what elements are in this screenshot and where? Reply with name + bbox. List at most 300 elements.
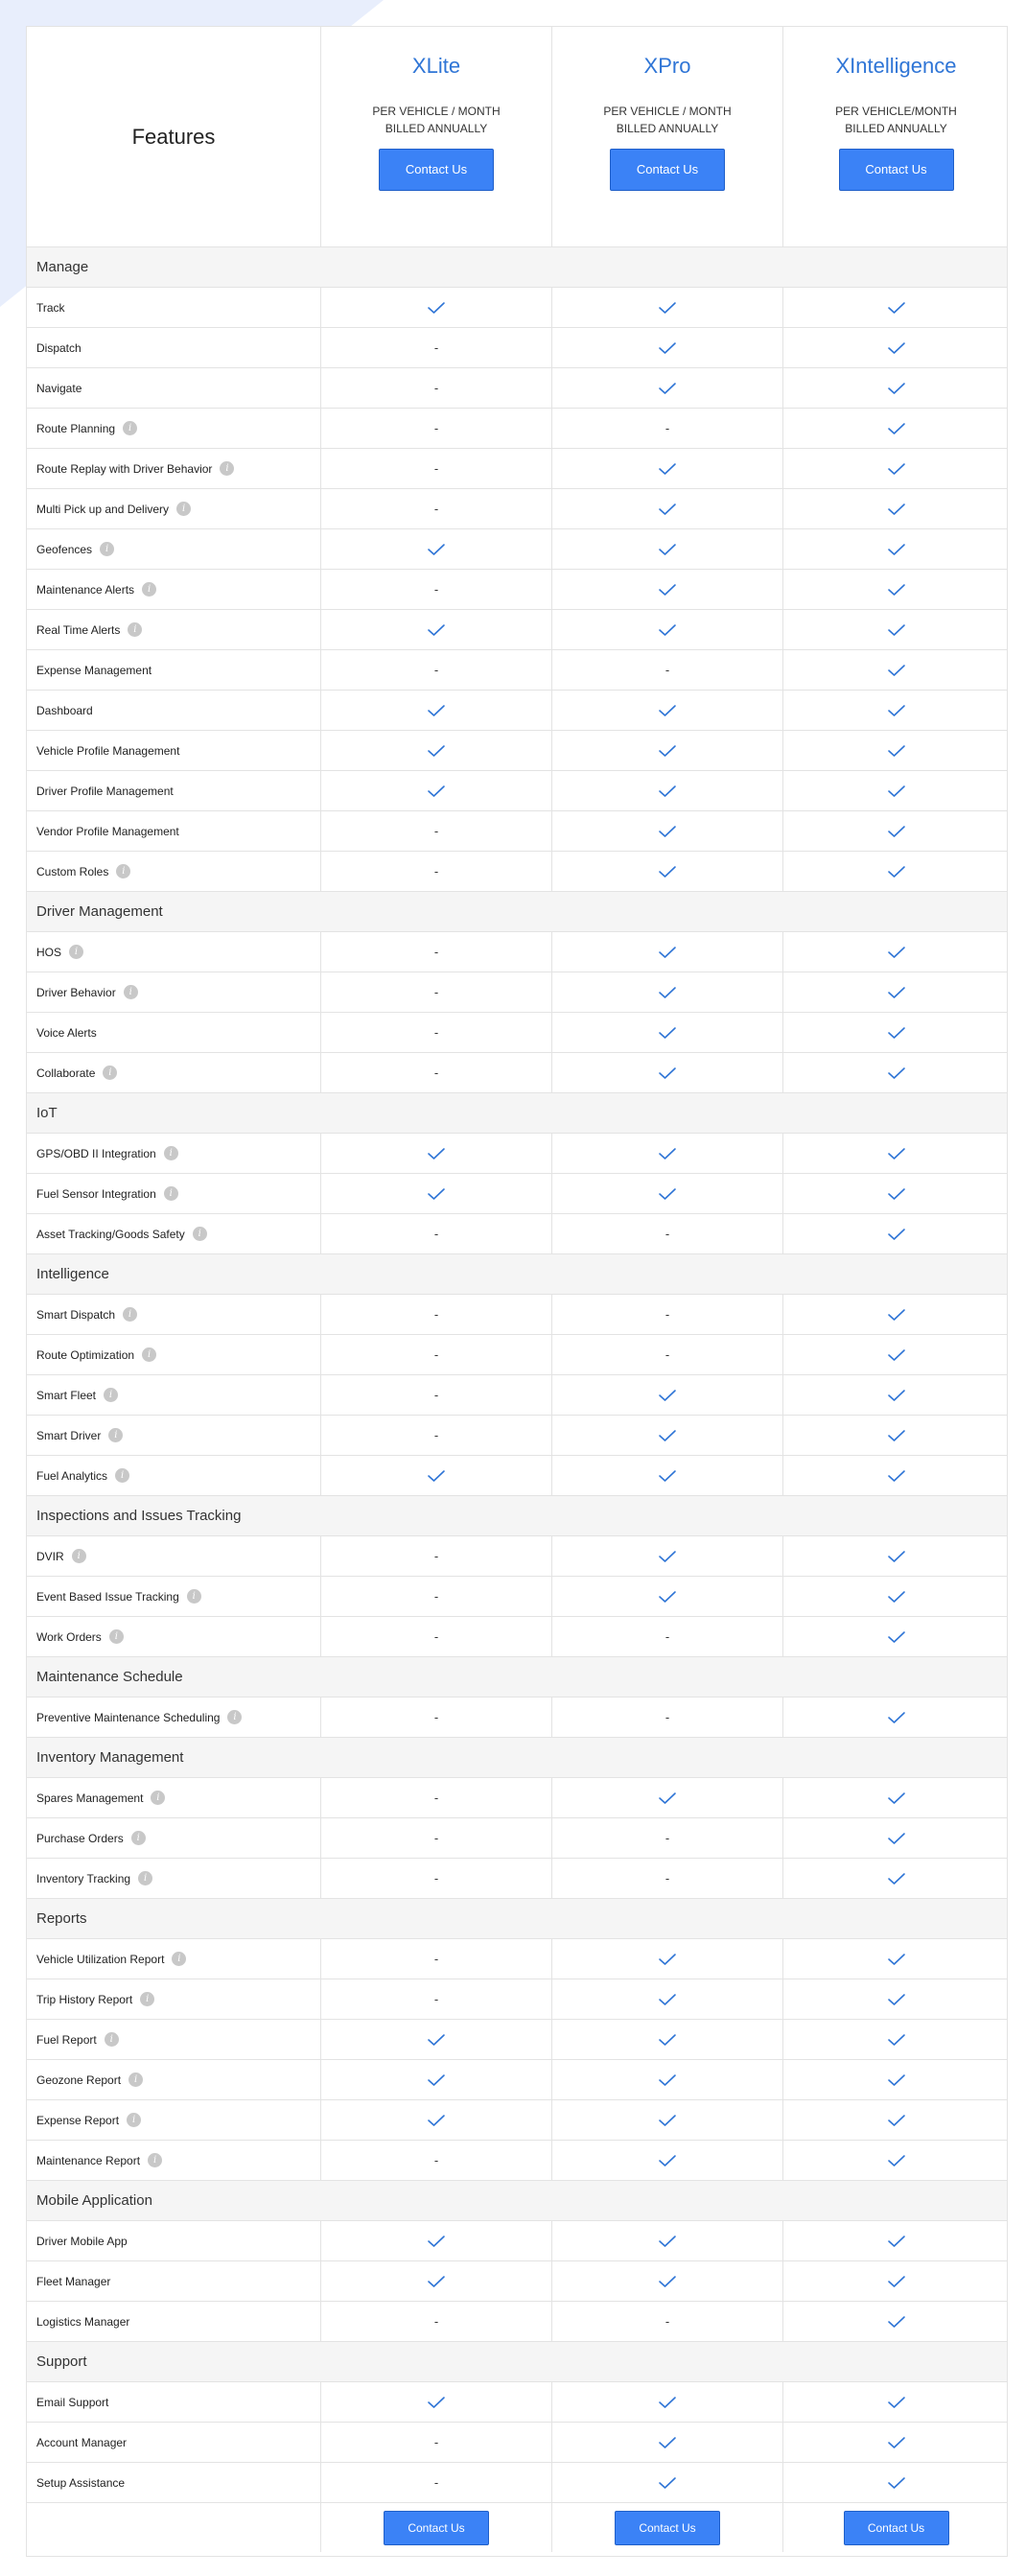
feature-name-cell (27, 1536, 321, 1576)
info-icon[interactable]: i (151, 1791, 165, 1805)
plan-value-cell (552, 1778, 783, 1817)
info-icon[interactable]: i (142, 1347, 156, 1362)
check-icon (427, 2235, 446, 2248)
feature-row (27, 1335, 1007, 1375)
feature-row (27, 2020, 1007, 2060)
plan-value-cell (321, 650, 552, 690)
check-icon (887, 1993, 906, 2006)
dash-icon: - (433, 461, 439, 476)
dash-icon: - (433, 381, 439, 395)
plan-value-cell (783, 1456, 1009, 1495)
plan-value-cell (783, 610, 1009, 649)
feature-row (27, 650, 1007, 691)
plan-xlite (321, 27, 552, 246)
plan-value-cell (321, 1053, 552, 1092)
feature-label: Purchase Orders (36, 1831, 124, 1845)
section-header: Maintenance Schedule (27, 1657, 1007, 1698)
dash-icon: - (665, 421, 670, 435)
plan-value-cell (552, 1818, 783, 1858)
plan-value-cell (552, 972, 783, 1012)
plan-value-cell (321, 1536, 552, 1576)
check-icon (658, 2396, 677, 2409)
plan-value-cell (321, 328, 552, 367)
feature-sections (27, 247, 1007, 2503)
info-icon[interactable]: i (108, 1428, 123, 1442)
info-icon[interactable]: i (128, 622, 142, 637)
feature-row (27, 852, 1007, 892)
check-icon (887, 2436, 906, 2449)
check-icon (887, 1187, 906, 1201)
feature-name-cell (27, 1335, 321, 1374)
check-icon (887, 503, 906, 516)
dash-icon: - (433, 2435, 439, 2449)
feature-row (27, 972, 1007, 1013)
contact-us-button[interactable]: Contact Us (610, 149, 725, 191)
plan-name: XLite (411, 54, 461, 78)
plan-value-cell (552, 2020, 783, 2059)
plan-value-cell (552, 368, 783, 408)
plan-value-cell (783, 2423, 1009, 2462)
feature-label: Smart Driver (36, 1428, 102, 1442)
feature-row (27, 2060, 1007, 2100)
info-icon[interactable]: i (103, 1066, 117, 1080)
info-icon[interactable]: i (104, 1388, 118, 1402)
check-icon (887, 2114, 906, 2127)
check-icon (658, 2114, 677, 2127)
check-icon (427, 744, 446, 758)
feature-label: Email Support (36, 2395, 109, 2409)
plan-value-cell (552, 2463, 783, 2502)
feature-name-cell (27, 2020, 321, 2059)
check-icon (658, 1550, 677, 1563)
feature-name-cell (27, 489, 321, 528)
check-icon (887, 2315, 906, 2329)
check-icon (427, 2114, 446, 2127)
check-icon (887, 2073, 906, 2087)
feature-row (27, 2382, 1007, 2423)
plan-value-cell (783, 1979, 1009, 2019)
info-icon[interactable]: i (123, 1307, 137, 1322)
plan-value-cell (321, 1859, 552, 1898)
feature-label: Fuel Report (36, 2032, 97, 2047)
feature-label: Vehicle Profile Management (36, 743, 180, 758)
dash-icon: - (665, 1347, 670, 1362)
plan-value-cell (783, 409, 1009, 448)
check-icon (658, 946, 677, 959)
plan-value-cell (552, 2423, 783, 2462)
info-icon[interactable]: i (127, 2113, 141, 2127)
feature-row (27, 1617, 1007, 1657)
plan-price-line2: BILLED ANNUALLY (845, 122, 947, 135)
dash-icon: - (433, 1952, 439, 1966)
dash-icon: - (433, 1307, 439, 1322)
dash-icon: - (433, 1227, 439, 1241)
feature-label: Route Optimization (36, 1347, 135, 1362)
feature-label: Geofences (36, 542, 93, 556)
plan-value-cell (552, 1698, 783, 1737)
feature-name-cell (27, 1778, 321, 1817)
check-icon (887, 583, 906, 597)
feature-name-cell (27, 1979, 321, 2019)
plan-value-cell (783, 691, 1009, 730)
check-icon (427, 301, 446, 315)
feature-row (27, 2302, 1007, 2342)
info-icon[interactable]: i (193, 1227, 207, 1241)
check-icon (658, 1953, 677, 1966)
feature-name-cell (27, 328, 321, 367)
feature-label: Real Time Alerts (36, 622, 121, 637)
plan-value-cell (552, 2141, 783, 2180)
plan-value-cell (783, 2302, 1009, 2341)
feature-name-cell (27, 1698, 321, 1737)
feature-label: Vendor Profile Management (36, 824, 179, 838)
plan-value-cell (783, 1214, 1009, 1253)
contact-us-button[interactable]: Contact Us (844, 2511, 949, 2545)
info-icon[interactable]: i (164, 1186, 178, 1201)
pricing-header (27, 27, 1007, 247)
info-icon[interactable]: i (123, 421, 137, 435)
check-icon (658, 986, 677, 999)
plan-value-cell (552, 409, 783, 448)
check-icon (658, 1026, 677, 1040)
section-header: Manage (27, 247, 1007, 288)
plan-value-cell (321, 1013, 552, 1052)
feature-row (27, 932, 1007, 972)
check-icon (887, 1469, 906, 1483)
check-icon (887, 462, 906, 476)
check-icon (658, 1791, 677, 1805)
plan-value-cell (321, 489, 552, 528)
plan-value-cell (321, 1174, 552, 1213)
feature-row (27, 1778, 1007, 1818)
section-header: Reports (27, 1899, 1007, 1939)
feature-label: Inventory Tracking (36, 1871, 131, 1885)
info-icon[interactable]: i (227, 1710, 242, 1724)
check-icon (887, 986, 906, 999)
check-icon (887, 1026, 906, 1040)
plan-value-cell (321, 1577, 552, 1616)
check-icon (887, 664, 906, 677)
info-icon[interactable]: i (115, 1468, 129, 1483)
feature-name-cell (27, 409, 321, 448)
info-icon[interactable]: i (140, 1992, 154, 2006)
info-icon[interactable]: i (109, 1629, 124, 1644)
plan-value-cell (783, 1295, 1009, 1334)
plan-value-cell (783, 1174, 1009, 1213)
feature-name-cell (27, 1416, 321, 1455)
plan-value-cell (783, 852, 1009, 891)
feature-label: DVIR (36, 1549, 64, 1563)
plan-value-cell (783, 771, 1009, 810)
feature-row (27, 2423, 1007, 2463)
check-icon (887, 2476, 906, 2490)
plan-value-cell (552, 1979, 783, 2019)
feature-label: Maintenance Report (36, 2153, 141, 2167)
dash-icon: - (433, 1791, 439, 1805)
feature-name-cell (27, 811, 321, 851)
feature-label: Geozone Report (36, 2073, 122, 2087)
check-icon (887, 2396, 906, 2409)
feature-row (27, 1577, 1007, 1617)
feature-name-cell (27, 771, 321, 810)
features-heading: Features (27, 27, 321, 246)
feature-label: Trip History Report (36, 1992, 133, 2006)
info-icon[interactable]: i (164, 1146, 178, 1160)
plan-value-cell (783, 1335, 1009, 1374)
plan-value-cell (783, 2141, 1009, 2180)
plan-value-cell (783, 1416, 1009, 1455)
plan-value-cell (552, 489, 783, 528)
check-icon (658, 825, 677, 838)
feature-label: Driver Behavior (36, 985, 116, 999)
plan-value-cell (321, 691, 552, 730)
plan-value-cell (552, 691, 783, 730)
info-icon[interactable]: i (220, 461, 234, 476)
feature-label: Spares Management (36, 1791, 144, 1805)
feature-row (27, 570, 1007, 610)
plan-value-cell (321, 2382, 552, 2422)
plan-value-cell (552, 449, 783, 488)
plan-value-cell (783, 489, 1009, 528)
info-icon[interactable]: i (138, 1871, 152, 1885)
feature-label: Vehicle Utilization Report (36, 1952, 165, 1966)
info-icon[interactable]: i (148, 2153, 162, 2167)
check-icon (427, 2073, 446, 2087)
check-icon (658, 1389, 677, 1402)
feature-name-cell (27, 691, 321, 730)
plan-value-cell (783, 2060, 1009, 2099)
plan-value-cell (321, 1698, 552, 1737)
dash-icon: - (433, 1831, 439, 1845)
plan-value-cell (321, 2060, 552, 2099)
contact-us-button[interactable]: Contact Us (615, 2511, 720, 2545)
check-icon (658, 583, 677, 597)
check-icon (887, 382, 906, 395)
feature-row (27, 1416, 1007, 1456)
section-header: IoT (27, 1093, 1007, 1134)
section-header: Inspections and Issues Tracking (27, 1496, 1007, 1536)
dash-icon: - (433, 1025, 439, 1040)
plan-value-cell (783, 1818, 1009, 1858)
plan-value-cell (783, 731, 1009, 770)
plan-value-cell (552, 2261, 783, 2301)
plan-value-cell (783, 1577, 1009, 1616)
plan-value-cell (321, 570, 552, 609)
plan-value-cell (783, 1536, 1009, 1576)
plan-name: XIntelligence (835, 54, 957, 78)
check-icon (887, 2235, 906, 2248)
plan-value-cell (783, 2261, 1009, 2301)
info-icon[interactable]: i (105, 2032, 119, 2047)
info-icon[interactable]: i (72, 1549, 86, 1563)
info-icon[interactable]: i (172, 1952, 186, 1966)
feature-row (27, 731, 1007, 771)
plan-value-cell (552, 1577, 783, 1616)
feature-label: Maintenance Alerts (36, 582, 135, 597)
feature-label: Fuel Sensor Integration (36, 1186, 156, 1201)
check-icon (427, 2033, 446, 2047)
check-icon (658, 2154, 677, 2167)
check-icon (658, 1993, 677, 2006)
footer-cell-xpro (552, 2503, 783, 2552)
feature-name-cell (27, 1375, 321, 1415)
feature-label: Setup Assistance (36, 2475, 126, 2490)
feature-row (27, 1456, 1007, 1496)
plan-value-cell (783, 1375, 1009, 1415)
section-header: Support (27, 2342, 1007, 2382)
dash-icon: - (433, 1066, 439, 1080)
footer-cell-xintelligence (783, 2503, 1009, 2552)
plan-value-cell (552, 1375, 783, 1415)
feature-label: Track (36, 300, 65, 315)
feature-name-cell (27, 1013, 321, 1052)
check-icon (887, 704, 906, 717)
dash-icon: - (433, 1710, 439, 1724)
plan-value-cell (321, 2141, 552, 2180)
check-icon (887, 341, 906, 355)
plan-value-cell (783, 650, 1009, 690)
feature-name-cell (27, 2463, 321, 2502)
dash-icon: - (433, 340, 439, 355)
dash-icon: - (433, 1871, 439, 1885)
feature-name-cell (27, 1456, 321, 1495)
feature-row (27, 771, 1007, 811)
feature-name-cell (27, 529, 321, 569)
check-icon (427, 785, 446, 798)
contact-us-button[interactable]: Contact Us (839, 149, 954, 191)
check-icon (427, 1469, 446, 1483)
dash-icon: - (433, 985, 439, 999)
contact-us-button[interactable]: Contact Us (384, 2511, 489, 2545)
feature-row (27, 610, 1007, 650)
check-icon (887, 543, 906, 556)
check-icon (887, 2275, 906, 2288)
dash-icon: - (665, 663, 670, 677)
dash-icon: - (433, 2314, 439, 2329)
plan-value-cell (321, 368, 552, 408)
plan-value-cell (552, 1013, 783, 1052)
feature-label: Logistics Manager (36, 2314, 130, 2329)
check-icon (658, 2476, 677, 2490)
feature-label: Work Orders (36, 1629, 102, 1644)
check-icon (658, 1066, 677, 1080)
plan-value-cell (783, 2221, 1009, 2260)
plan-value-cell (783, 1698, 1009, 1737)
check-icon (887, 1872, 906, 1885)
feature-row (27, 1939, 1007, 1979)
plan-value-cell (783, 972, 1009, 1012)
contact-us-button[interactable]: Contact Us (379, 149, 494, 191)
check-icon (658, 2073, 677, 2087)
plan-value-cell (552, 1134, 783, 1173)
feature-label: Fleet Manager (36, 2274, 111, 2288)
dash-icon: - (433, 421, 439, 435)
feature-name-cell (27, 650, 321, 690)
section-header: Inventory Management (27, 1738, 1007, 1778)
feature-label: Driver Mobile App (36, 2234, 128, 2248)
feature-row (27, 1174, 1007, 1214)
feature-label: HOS (36, 945, 62, 959)
info-icon[interactable]: i (100, 542, 114, 556)
dash-icon: - (665, 2314, 670, 2329)
feature-name-cell (27, 2302, 321, 2341)
check-icon (887, 623, 906, 637)
info-icon[interactable]: i (142, 582, 156, 597)
feature-row (27, 2261, 1007, 2302)
feature-row (27, 1134, 1007, 1174)
plan-value-cell (321, 1979, 552, 2019)
plan-value-cell (321, 1134, 552, 1173)
dash-icon: - (433, 1428, 439, 1442)
plan-value-cell (552, 731, 783, 770)
info-icon[interactable]: i (176, 502, 191, 516)
check-icon (427, 1187, 446, 1201)
info-icon[interactable]: i (124, 985, 138, 999)
dash-icon: - (665, 1871, 670, 1885)
feature-label: Smart Dispatch (36, 1307, 116, 1322)
feature-name-cell (27, 2382, 321, 2422)
dash-icon: - (433, 2153, 439, 2167)
feature-label: Multi Pick up and Delivery (36, 502, 170, 516)
plan-value-cell (552, 1416, 783, 1455)
info-icon[interactable]: i (69, 945, 83, 959)
check-icon (658, 462, 677, 476)
check-icon (427, 1147, 446, 1160)
plan-value-cell (552, 1617, 783, 1656)
info-icon[interactable]: i (131, 1831, 146, 1845)
check-icon (887, 1590, 906, 1604)
feature-name-cell (27, 1859, 321, 1898)
plan-value-cell (321, 529, 552, 569)
plan-value-cell (321, 1617, 552, 1656)
feature-name-cell (27, 570, 321, 609)
check-icon (887, 2033, 906, 2047)
feature-row (27, 2141, 1007, 2181)
feature-row (27, 288, 1007, 328)
dash-icon: - (433, 864, 439, 878)
section-header: Intelligence (27, 1254, 1007, 1295)
plan-value-cell (783, 1134, 1009, 1173)
feature-row (27, 1375, 1007, 1416)
feature-row (27, 2100, 1007, 2141)
check-icon (658, 1429, 677, 1442)
feature-name-cell (27, 1134, 321, 1173)
info-icon[interactable]: i (116, 864, 130, 878)
feature-row (27, 328, 1007, 368)
check-icon (887, 1147, 906, 1160)
check-icon (887, 1832, 906, 1845)
feature-row (27, 1698, 1007, 1738)
check-icon (658, 543, 677, 556)
plan-value-cell (321, 731, 552, 770)
info-icon[interactable]: i (187, 1589, 201, 1604)
feature-row (27, 1295, 1007, 1335)
info-icon[interactable]: i (128, 2073, 143, 2087)
plan-value-cell (783, 1778, 1009, 1817)
dash-icon: - (433, 1549, 439, 1563)
dash-icon: - (433, 1992, 439, 2006)
feature-name-cell (27, 1818, 321, 1858)
dash-icon: - (665, 1227, 670, 1241)
plan-value-cell (321, 1939, 552, 1979)
feature-name-cell (27, 1053, 321, 1092)
check-icon (887, 1308, 906, 1322)
plan-value-cell (783, 2463, 1009, 2502)
plan-value-cell (552, 529, 783, 569)
plan-value-cell (783, 811, 1009, 851)
feature-name-cell (27, 932, 321, 972)
check-icon (658, 503, 677, 516)
